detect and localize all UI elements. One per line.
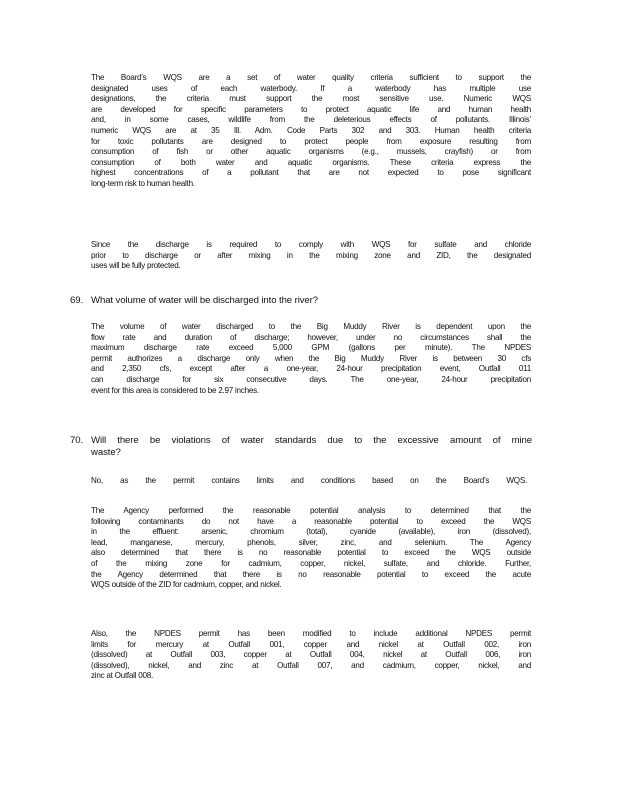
question-69 bbox=[70, 295, 532, 307]
text-line: highest concentrations of a pollutant that are not expected to pose significant bbox=[91, 168, 531, 178]
question-number: 69. bbox=[70, 295, 84, 306]
text-line: WQS outside of the ZID for cadmium, copper, and nickel. bbox=[91, 580, 282, 590]
text-line: consumption of both water and aquatic organisms. These criteria express the bbox=[91, 157, 531, 167]
text-line: lead, manganese, mercury, phenols, silver, zinc, and selenium. The Agency bbox=[91, 537, 531, 547]
text-line: The volume of water discharged to the Big Muddy River is dependent upon the bbox=[91, 322, 531, 331]
text-line: designations, the criteria must support the most sensitive use. Numeric WQS bbox=[91, 94, 531, 104]
text-line: uses will be fully protected. bbox=[91, 261, 181, 271]
text-line: Since the discharge is required to comply with WQS for sulfate and chloride bbox=[91, 240, 531, 249]
text-line: The Agency performed the reasonable potential analysis to determined that the bbox=[91, 506, 531, 515]
text-line: and, in some cases, wildlife from the deleterious effects of pollutants. Illinois’ bbox=[91, 115, 531, 125]
text-line: long-term risk to human health. bbox=[91, 178, 195, 188]
text-line: limits for mercury at Outfall 001, copper and nickel at Outfall 002, iron bbox=[91, 639, 531, 649]
text-line: and 2,350 cfs, except after a one-year, 24-hour precipitation event, Outfall 011 bbox=[91, 364, 531, 374]
paragraph-answer-no bbox=[91, 476, 531, 487]
paragraph-discharge-volume bbox=[91, 322, 531, 396]
question-number: 70. bbox=[70, 435, 84, 446]
text-line: consumption of fish or other aquatic organisms (e.g., mussels, crayfish) or from bbox=[91, 147, 531, 157]
text-line: designated uses of each waterbody. If a waterbody has multiple use bbox=[91, 83, 531, 93]
text-line: Also, the NPDES permit has been modified to include additional NPDES permit bbox=[91, 629, 531, 638]
text-line: can discharge for six consecutive days. The one-year, 24-hour precipitation bbox=[91, 374, 531, 384]
paragraph-permit-limits bbox=[91, 629, 531, 682]
text-line: permit authorizes a discharge only when the Big Muddy River is between 30 cfs bbox=[91, 353, 531, 363]
text-line: following contaminants do not have a reasonable potential to exceed the WQS bbox=[91, 516, 531, 526]
text-line: are developed for specific parameters to protect aquatic life and human health bbox=[91, 104, 531, 114]
text-line: (dissolved) at Outfall 003, copper at Outfall 004, nickel at Outfall 006, iron bbox=[91, 650, 531, 660]
text-line: maximum discharge rate exceed 5,000 GPM (gallons per minute). The NPDES bbox=[91, 343, 531, 353]
text-line: No, as the permit contains limits and conditions based on the Board’s WQS. bbox=[91, 476, 527, 485]
text-line: event for this area is considered to be 2.97 inches. bbox=[91, 385, 259, 395]
text-line: in the effluent: arsenic, chromium (total), cyanide (available), iron (dissolved), bbox=[91, 527, 531, 537]
text-line: the Agency determined that there is no reasonable potential to exceed the acute bbox=[91, 569, 531, 579]
question-text: What volume of water will be discharged into the river? bbox=[91, 295, 318, 306]
question-70 bbox=[70, 435, 532, 459]
text-line: of the mixing zone for cadmium, copper, nickel, sulfate, and chloride. Further, bbox=[91, 558, 531, 568]
text-line: also determined that there is no reasonable potential to exceed the WQS outside bbox=[91, 548, 531, 558]
paragraph-wqs-definition bbox=[91, 73, 531, 190]
question-text-line: waste? bbox=[91, 447, 121, 458]
text-line: (dissolved), nickel, and zinc at Outfall 007, and cadmium, copper, nickel, and bbox=[91, 660, 531, 670]
text-line: for toxic pollutants are designed to protect people from exposure resulting from bbox=[91, 136, 531, 146]
question-text-line: Will there be violations of water standards due to the excessive amount of mine bbox=[91, 435, 532, 446]
paragraph-reasonable-potential bbox=[91, 506, 531, 591]
text-line: numeric WQS are at 35 Ill. Adm. Code Parts 302 and 303. Human health criteria bbox=[91, 125, 531, 135]
text-line: flow rate and duration of discharge; however, under no circumstances shall the bbox=[91, 332, 531, 342]
text-line: prior to discharge or after mixing in the mixing zone and ZID, the designated bbox=[91, 250, 531, 260]
text-line: The Board’s WQS are a set of water quality criteria sufficient to support the bbox=[91, 73, 531, 82]
paragraph-discharge-compliance bbox=[91, 240, 531, 272]
text-line: zinc at Outfall 008. bbox=[91, 671, 154, 681]
